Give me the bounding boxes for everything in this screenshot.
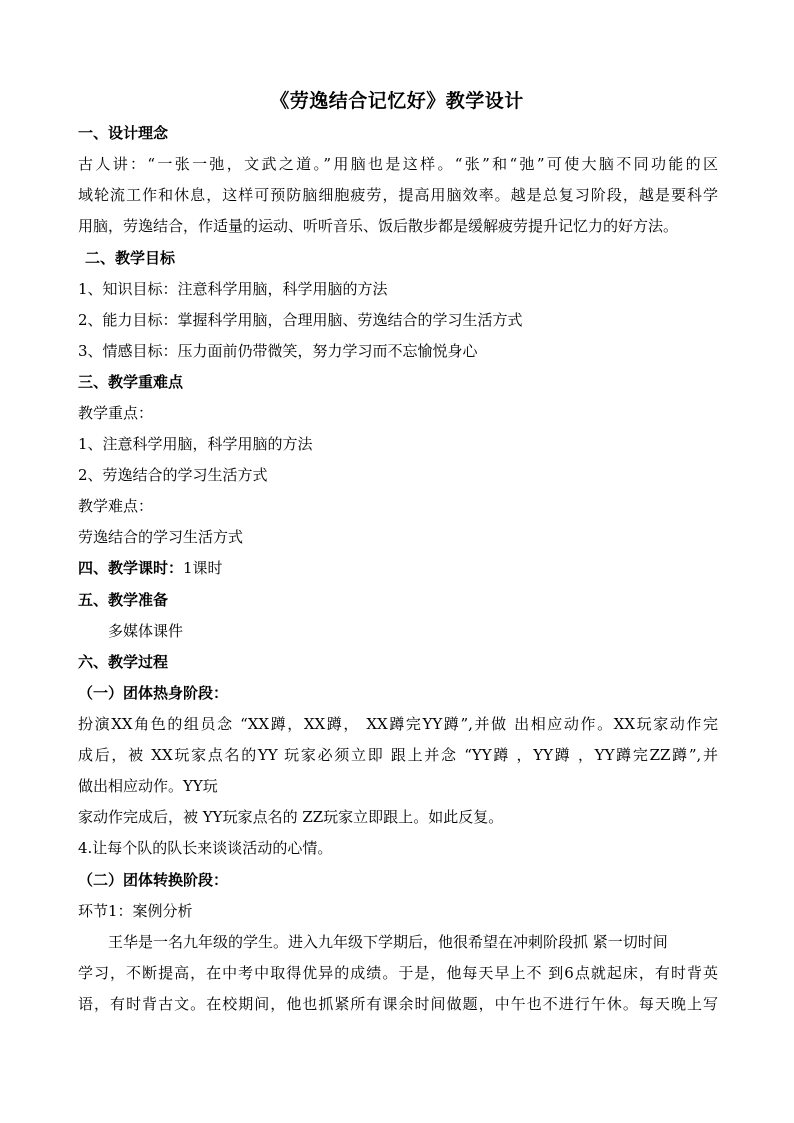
paragraph-line: 古人讲：“一张一弛，文武之道。”用脑也是这样。“张”和“弛”可使大脑不同功能的区 [78,155,718,173]
paragraph-line: 学习，不断提高，在中考中取得优异的成绩。于是，他每天早上不 到6点就起床，有时背英 [78,964,718,982]
list-item: 劳逸结合的学习生活方式 [78,528,244,546]
paragraph-line: 家动作完成后，被 YY玩家点名的 ZZ玩家立即跟上。如此反复。 [78,808,504,826]
label-key-points: 教学重点： [78,404,154,422]
paragraph-line: 语，有时背古文。在校期间，他也抓紧所有课余时间做题，中午也不进行午休。每天晚上写 [78,995,718,1013]
section-heading-objectives: 二、教学目标 [85,249,176,267]
paragraph-line: 4.让每个队的队长来谈谈活动的心情。 [78,839,333,857]
list-item: 2、能力目标：掌握科学用脑，合理用脑、劳逸结合的学习生活方式 [78,311,523,329]
subsection-heading-warmup: （一）团体热身阶段： [78,684,229,702]
list-item: 1、注意科学用脑，科学用脑的方法 [78,435,313,453]
section-class-hours [78,558,718,578]
subsection-heading-transition: （二）团体转换阶段： [78,871,229,889]
paragraph-line: 成后，被 XX玩家点名的YY 玩家必须立即 跟上并念 “YY蹲 ，YY蹲 ，YY蹲完ZZ蹲”,并 [78,746,718,764]
list-item: 多媒体课件 [108,622,184,640]
section-heading-process: 六、教学过程 [78,653,169,671]
list-item: 3、情感目标：压力面前仍带微笑，努力学习而不忘愉悦身心 [78,342,478,360]
section-heading-design-concept: 一、设计理念 [78,124,169,142]
label-difficult-points: 教学难点： [78,497,154,515]
section-heading-key-points: 三、教学重难点 [78,373,184,391]
list-item: 2、劳逸结合的学习生活方式 [78,466,268,484]
paragraph-line: 扮演XX角色的组员念 “XX蹲，XX蹲， XX蹲完YY蹲”,并做 出相应动作。XX玩家动作完 [78,715,718,733]
paragraph-line: 王华是一名九年级的学生。进入九年级下学期后，他很希望在冲刺阶段抓 紧一切时间 [108,933,668,951]
section-heading-class-hours: 四、教学课时： [78,559,184,577]
step-label: 环节1：案例分析 [78,902,193,920]
paragraph-line: 做出相应动作。YY玩 [78,777,218,795]
document-title: 《劳逸结合记忆好》教学设计 [270,90,524,112]
list-item: 1、知识目标：注意科学用脑，科学用脑的方法 [78,280,388,298]
class-hours-value: 1课时 [183,559,223,577]
section-heading-preparation: 五、教学准备 [78,591,169,609]
paragraph-line: 用脑，劳逸结合，作适量的运动、听听音乐、饭后散步都是缓解疲劳提升记忆力的好方法。 [78,217,679,235]
paragraph-line: 域轮流工作和休息，这样可预防脑细胞疲劳，提高用脑效率。越是总复习阶段，越是要科学 [78,186,718,204]
